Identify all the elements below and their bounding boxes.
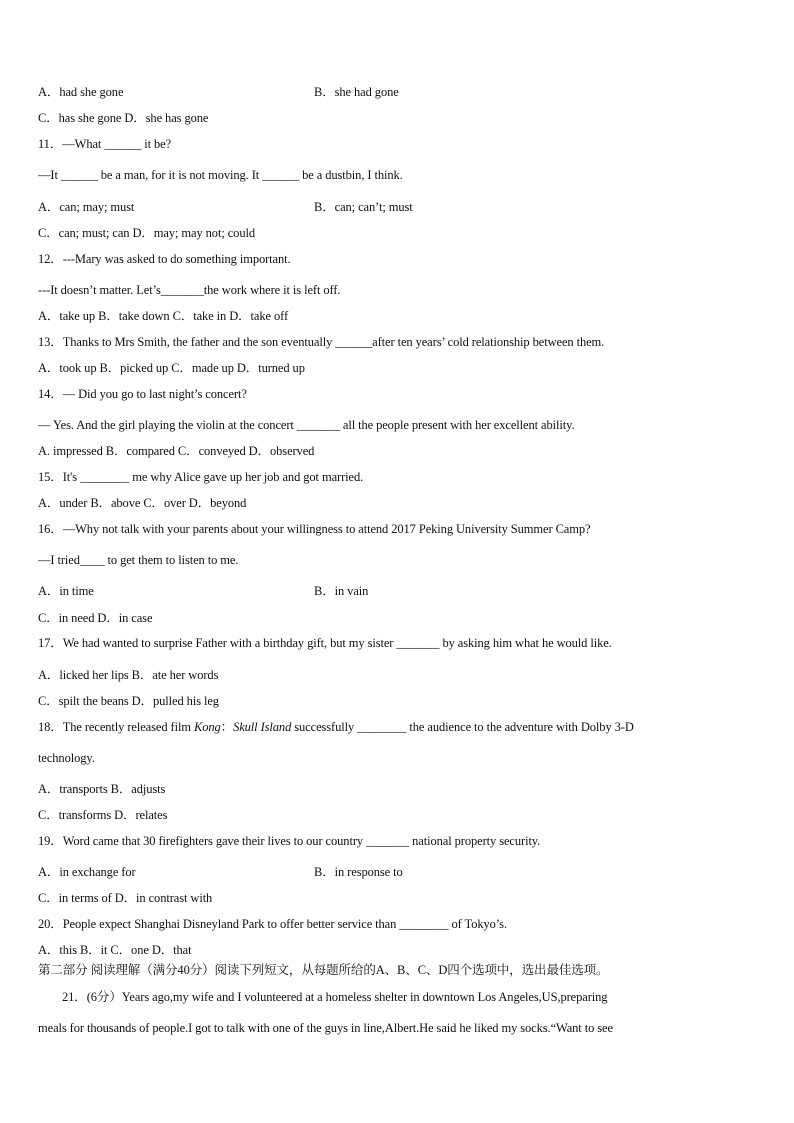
q21-passage-line-2: meals for thousands of people.I got to talk with one of the guys in line,Albert.He said he liked my socks.“Want to see: [38, 1021, 613, 1035]
q16-reply: —I tried____ to get them to listen to me.: [38, 553, 239, 567]
q18-after: successfully ________ the audience to the adventure with Dolby 3-D: [291, 720, 634, 734]
q11-stem: 11．—What ______ it be?: [38, 137, 172, 151]
q17-stem: 17．We had wanted to surprise Father with a birthday gift, but my sister _______ by asking him what he would like.: [38, 636, 612, 650]
q17-options-cd: C．spilt the beans D．pulled his leg: [38, 694, 219, 708]
q11-reply: —It ______ be a man, for it is not moving. It ______ be a dustbin, I think.: [38, 168, 403, 182]
q16-option-a: A．in time: [38, 584, 94, 598]
q16-stem: 16．—Why not talk with your parents about your willingness to attend 2017 Peking University Summer Camp?: [38, 522, 591, 536]
q12-stem: 12．---Mary was asked to do something important.: [38, 252, 291, 266]
q19-option-b: B．in response to: [314, 865, 403, 879]
q11-option-b: B．can; can’t; must: [314, 200, 413, 214]
q20-options: A．this B．it C．one D．that: [38, 943, 192, 957]
q18-film-title-b: Skull Island: [233, 720, 292, 734]
q11-options-cd: C．can; must; can D．may; may not; could: [38, 226, 255, 240]
q15-stem: 15．It's ________ me why Alice gave up her job and got married.: [38, 470, 364, 484]
q11-option-a: A．can; may; must: [38, 200, 135, 214]
q19-option-a: A．in exchange for: [38, 865, 136, 879]
q18-continuation: technology.: [38, 751, 95, 765]
q16-options-cd: C．in need D．in case: [38, 611, 153, 625]
q21-passage-line-1: 21．(6分）Years ago,my wife and I volunteered at a homeless shelter in downtown Los Angeles,US,preparing: [62, 990, 608, 1004]
q14-stem: 14．— Did you go to last night’s concert?: [38, 387, 247, 401]
q14-options: A. impressed B．compared C．conveyed D．observed: [38, 444, 315, 458]
q18-separator: ：: [220, 720, 234, 734]
q18-options-cd: C．transforms D．relates: [38, 808, 168, 822]
q16-option-b: B．in vain: [314, 584, 369, 598]
q17-options-ab: A．licked her lips B．ate her words: [38, 668, 219, 682]
q19-options-cd: C．in terms of D．in contrast with: [38, 891, 213, 905]
q19-stem: 19．Word came that 30 firefighters gave their lives to our country _______ national property security.: [38, 834, 541, 848]
q10-option-b: B．she had gone: [314, 85, 399, 99]
q14-reply: — Yes. And the girl playing the violin at the concert _______ all the people present with her excellent ability.: [38, 418, 575, 432]
q20-stem: 20．People expect Shanghai Disneyland Park to offer better service than ________ of Tokyo’s.: [38, 917, 507, 931]
q12-options: A．take up B．take down C．take in D．take off: [38, 309, 289, 323]
q10-options-cd: C．has she gone D．she has gone: [38, 111, 209, 125]
q18-stem: [38, 719, 634, 735]
q13-options: A．took up B．picked up C．made up D．turned up: [38, 361, 305, 375]
q15-options: A．under B．above C．over D．beyond: [38, 496, 247, 510]
q18-film-title-a: Kong: [193, 720, 221, 734]
q12-reply: ---It doesn’t matter. Let’s_______the work where it is left off.: [38, 283, 341, 297]
q18-options-ab: A．transports B．adjusts: [38, 782, 166, 796]
section-2-heading: 第二部分 阅读理解（满分40分）阅读下列短文，从每题所给的A、B、C、D四个选项中，选出最佳选项。: [38, 963, 609, 977]
q13-stem: 13．Thanks to Mrs Smith, the father and the son eventually ______after ten years’ cold relationship between them.: [38, 335, 605, 349]
q18-prefix: 18．The recently released film: [38, 720, 194, 734]
q10-option-a: A．had she gone: [38, 85, 124, 99]
